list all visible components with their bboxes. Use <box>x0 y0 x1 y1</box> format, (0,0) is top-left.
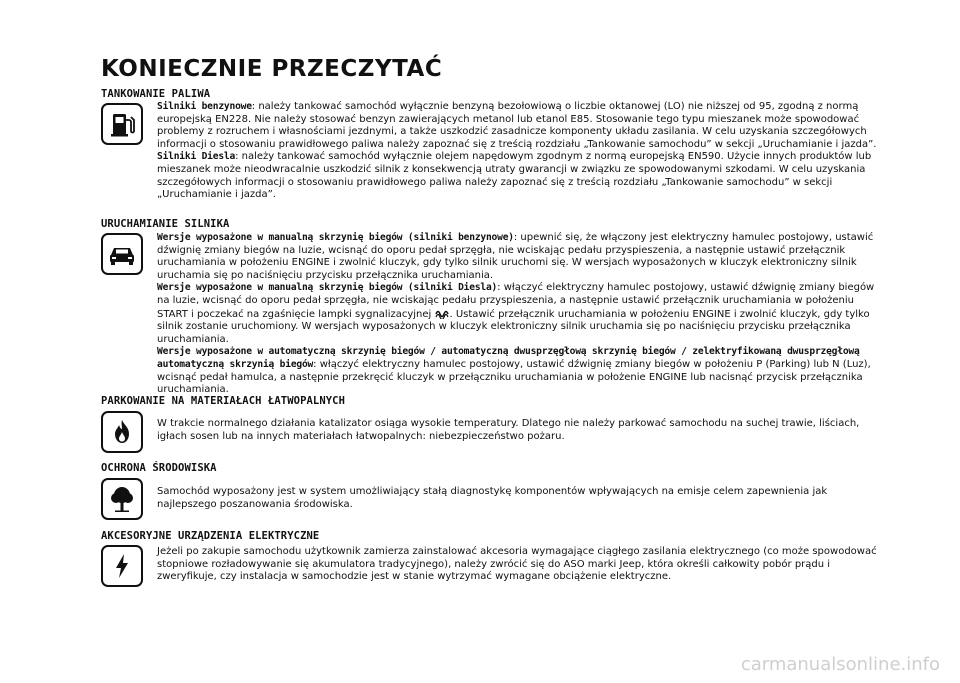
paragraph-lead: Wersje wyposażone w automatyczną skrzynię biegów / automatyczną dwusprzęgłową skrzynię biegów / zelektryfikowaną dwusprzęgłową automatyczną skrzynią biegów <box>157 346 860 370</box>
paragraph-text: Jeżeli po zakupie samochodu użytkownik zamierza zainstalować akcesoria wymagające ciągłego zasilania elektrycznego (co może spowodować stopniowe rozładowywanie się akumulatora tradycyjnego), należy zwrócić się do ASO marki Jeep, która określi całkowity pobór prądu i zweryfikuje, czy instalacja w samochodzie jest w stanie wytrzymać wymagane obciążenie elektryczne. <box>157 546 877 583</box>
section-body-environment <box>157 486 882 511</box>
section-heading-environment: OCHRONA ŚRODOWISKA <box>101 462 217 474</box>
paragraph-lead: Silniki Diesla <box>157 151 236 163</box>
paragraph-manual-diesel <box>157 282 882 346</box>
paragraph-diesel <box>157 151 882 201</box>
section-heading-fuel: TANKOWANIE PALIWA <box>101 88 211 100</box>
section-heading-accessories: AKCESORYJNE URZĄDZENIA ELEKTRYCZNE <box>101 530 320 542</box>
paragraph-text: : włączyć elektryczny hamulec postojowy, ustawić dźwignię zmiany biegów na luzie, wcisnąć do oporu pedał sprzęgła, nie wciskając pedału przyspieszenia, a następnie ustawić przełącznik uruchamiania w położeniu START i poczekać na zgaśnięcie lampki sygnalizacyjnej <box>157 282 875 320</box>
paragraph-manual-petrol <box>157 232 882 282</box>
section-body-fuel <box>157 101 882 202</box>
paragraph-petrol <box>157 101 882 151</box>
tree-icon <box>101 478 143 520</box>
glow-plug-icon <box>435 308 450 319</box>
paragraph-lead: Silniki benzynowe <box>157 101 252 112</box>
section-body-engine-start <box>157 232 882 397</box>
car-icon <box>101 233 143 275</box>
page-title: KONIECZNIE PRZECZYTAĆ <box>101 56 443 82</box>
fuel-pump-icon <box>101 103 143 145</box>
section-heading-engine-start: URUCHAMIANIE SILNIKA <box>101 218 230 230</box>
paragraph-text: : należy tankować samochód wyłącznie olejem napędowym zgodnym z normą europejską EN590. Użycie innych produktów lub mieszanek może nieodwracalnie uszkodzić silnik z konsekwencją utraty gwarancji w związku ze spowodowanymi szkodami. W celu uzyskania szczegółowych informacji o stosowaniu prawidłowego paliwa należy zapoznać się z treścią rozdziału „Tankowanie samochodu” w sekcji „Uruchamianie i jazda”. <box>157 151 872 201</box>
paragraph-text: Samochód wyposażony jest w system umożliwiający stałą diagnostykę komponentów wpływających na emisje celem zapewnienia jak najlepszego poszanowania środowiska. <box>157 486 828 510</box>
section-heading-parking: PARKOWANIE NA MATERIAŁACH ŁATWOPALNYCH <box>101 395 346 407</box>
paragraph-text: : upewnić się, że włączony jest elektryczny hamulec postojowy, ustawić dźwignię zmiany biegów na luzie, wcisnąć do oporu pedał sprzęgła, nie wciskając pedału przyspieszenia, a następnie ustawić przełącznik uruchamiania w położeniu ENGINE i zwolnić kluczyk, gdy tylko silnik uruchomi się. W wersjach wyposażonych w kluczyk elektroniczny silnik uruchamia się po naciśnięciu przycisku przełącznika uruchamiania. <box>157 232 874 281</box>
paragraph-environment <box>157 486 882 511</box>
fire-icon <box>101 411 143 453</box>
paragraph-lead: Wersje wyposażone w manualną skrzynię biegów (silniki benzynowe) <box>157 232 514 243</box>
section-body-parking <box>157 418 882 443</box>
paragraph-accessories <box>157 546 882 584</box>
section-body-accessories <box>157 546 882 584</box>
watermark: carmanualsonline.info <box>740 654 940 675</box>
paragraph-automatic <box>157 346 882 396</box>
paragraph-parking <box>157 418 882 443</box>
paragraph-text: W trakcie normalnego działania katalizator osiąga wysokie temperatury. Dlatego nie należy parkować samochodu na suchej trawie, liściach, igłach sosen lub na innych materiałach łatwopalnych: niebezpieczeństwo pożaru. <box>157 418 860 442</box>
paragraph-text-continued: . Ustawić przełącznik uruchamiania w położeniu ENGINE i zwolnić kluczyk, gdy tylko silnik zostanie uruchomiony. W wersjach wyposażonych w kluczyk elektroniczny silnik uruchamia się po naciśnięciu przycisku przełącznika uruchamiania. <box>157 308 870 345</box>
paragraph-lead: Wersje wyposażone w manualną skrzynię biegów (silniki Diesla) <box>157 282 498 294</box>
paragraph-text: : włączyć elektryczny hamulec postojowy, ustawić dźwignię zmiany biegów w położeniu P (Parking) lub N (Luz), wcisnąć pedał hamulca, a następnie przekręcić kluczyk w przełączniku uruchamiania w położenie ENGINE lub nacisnąć przycisk przełącznika uruchamiania. <box>157 358 871 396</box>
lightning-bolt-icon <box>101 545 143 587</box>
paragraph-text: : należy tankować samochód wyłącznie benzyną bezołowiową o liczbie oktanowej (LO) nie niższej od 95, zgodną z normą europejską EN228. Nie należy stosować benzyn zawierających metanol lub etanol E85. Stosowanie tego typu mieszanek może spowodować problemy z rozruchem i własnościami jezdnymi, a także uszkodzić zasadnicze komponenty układu zasilania. W celu uzyskania szczegółowych informacji o stosowaniu prawidłowego paliwa należy zapoznać się z treścią rozdziału „Tankowanie samochodu” w sekcji „Uruchamianie i jazda”. <box>157 101 877 150</box>
